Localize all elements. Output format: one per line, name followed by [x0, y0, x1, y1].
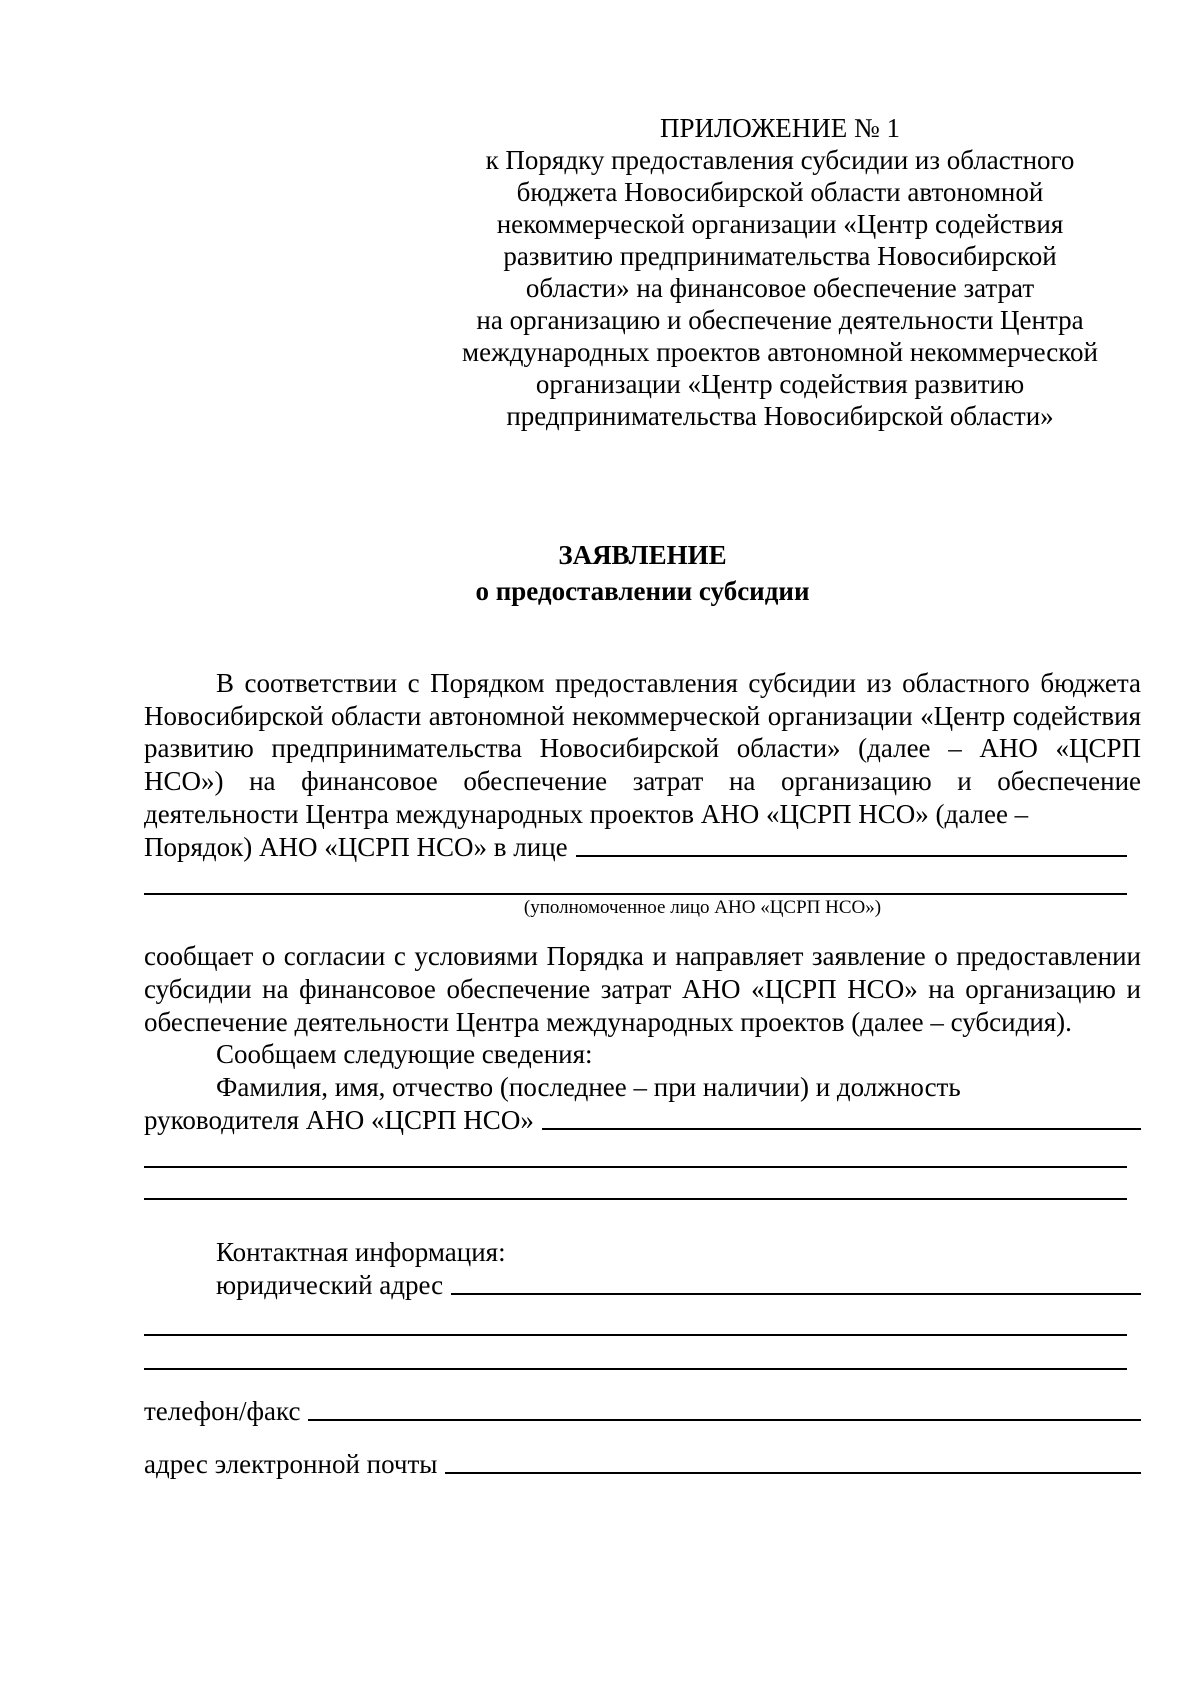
appendix-line: некоммерческой организации «Центр содействия — [496, 209, 1064, 239]
info-intro: Сообщаем следующие сведения: — [216, 1039, 593, 1070]
legal-address-fill-line[interactable] — [451, 1293, 1141, 1295]
appendix-block — [455, 112, 1105, 432]
legal-address-fill-line-2[interactable] — [144, 1334, 1127, 1336]
phone-label: телефон/факс — [144, 1395, 301, 1426]
head-fill-line-3[interactable] — [144, 1198, 1127, 1200]
contacts-heading: Контактная информация: — [216, 1237, 506, 1268]
document-title — [0, 537, 1200, 609]
email-fill-line[interactable] — [445, 1472, 1141, 1474]
head-row — [144, 1104, 1141, 1137]
appendix-line: ПРИЛОЖЕНИЕ № 1 — [659, 113, 901, 143]
document-body — [144, 667, 1141, 1480]
email-label: адрес электронной почты — [144, 1448, 438, 1479]
appendix-line: на организацию и обеспечение деятельности Центра — [476, 305, 1084, 335]
intro-last-line: Порядок) АНО «ЦСРП НСО» в лице — [144, 831, 568, 862]
email-row — [144, 1448, 1141, 1481]
legal-address-row — [144, 1269, 1141, 1302]
appendix-line: развитию предпринимательства Новосибирской — [503, 241, 1057, 271]
appendix-line: предпринимательства Новосибирской области» — [506, 401, 1054, 431]
title-main: ЗАЯВЛЕНИЕ — [558, 540, 727, 570]
representative-caption: (уполномоченное лицо АНО «ЦСРП НСО») — [523, 897, 882, 919]
appendix-line: организации «Центр содействия развитию — [535, 369, 1025, 399]
legal-address-fill-line-3[interactable] — [144, 1368, 1127, 1370]
representative-fill-line-2[interactable] — [144, 893, 1127, 895]
appendix-line: к Порядку предоставления субсидии из областного — [485, 145, 1075, 175]
appendix-line: бюджета Новосибирской области автономной — [516, 177, 1044, 207]
phone-fill-line[interactable] — [308, 1419, 1141, 1421]
agreement-paragraph: сообщает о согласии с условиями Порядка и направляет заявление о предоставлении субсидии на финансовое обеспечение затрат АНО «ЦСРП НСО» на организацию и обеспечение деятельности Центра международных проектов (далее – субсидия). — [144, 941, 1141, 1037]
representative-fill-line[interactable] — [576, 855, 1127, 857]
head-fill-line-2[interactable] — [144, 1166, 1127, 1168]
head-fill-line[interactable] — [542, 1128, 1141, 1130]
representative-row — [144, 831, 1141, 864]
appendix-line: области» на финансовое обеспечение затрат — [525, 273, 1035, 303]
legal-address-label: юридический адрес — [216, 1270, 444, 1301]
intro-paragraph: В соответствии с Порядком предоставления субсидии из областного бюджета Новосибирской области автономной некоммерческой организации «Центр содействия развитию предпринимательства Новосибирской области» (далее – АНО «ЦСРП НСО») на финансовое обеспечение затрат на организацию и обеспечение деятельности Центра международных проектов АНО «ЦСРП НСО» (далее – — [144, 668, 1141, 829]
head-paragraph: Фамилия, имя, отчество (последнее – при наличии) и должность — [216, 1072, 961, 1103]
appendix-line: международных проектов автономной некоммерческой — [462, 337, 1098, 367]
phone-row — [144, 1395, 1141, 1428]
title-sub: о предоставлении субсидии — [475, 576, 810, 606]
head-last-line: руководителя АНО «ЦСРП НСО» — [144, 1104, 534, 1135]
